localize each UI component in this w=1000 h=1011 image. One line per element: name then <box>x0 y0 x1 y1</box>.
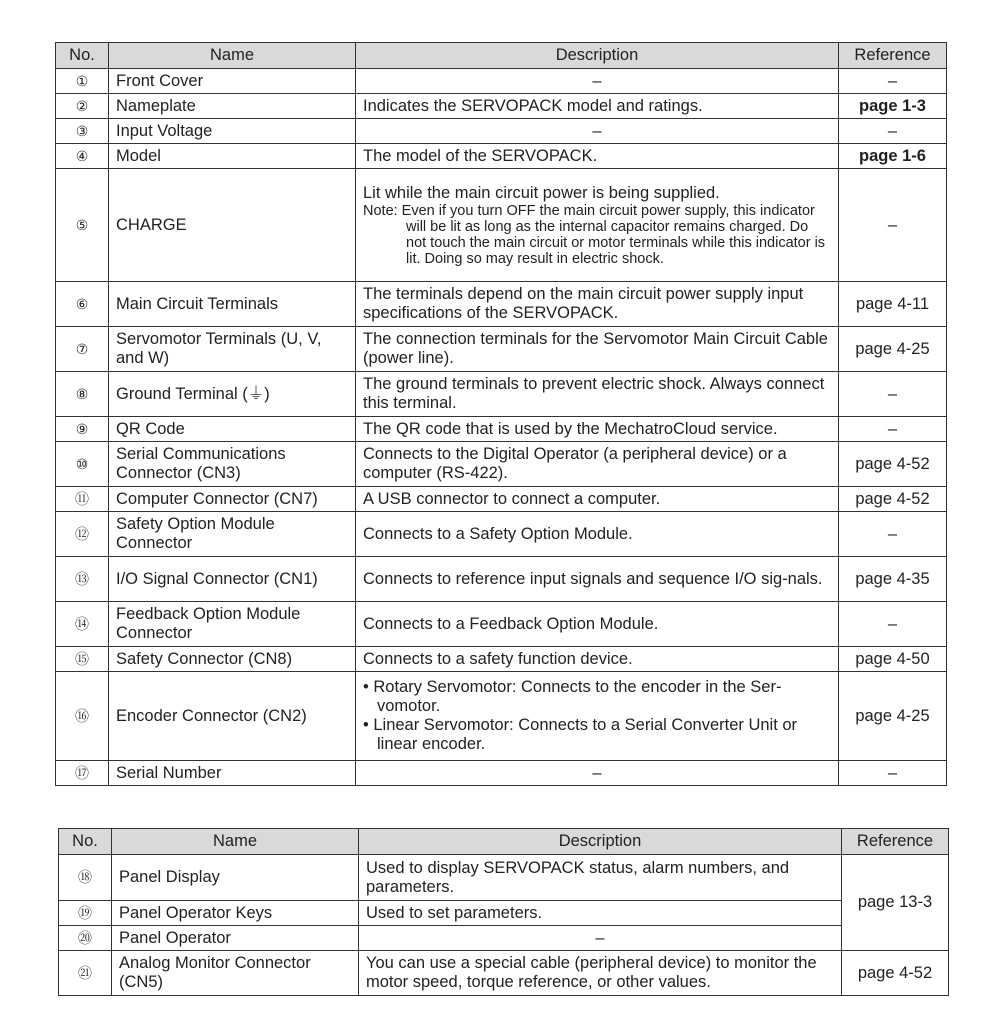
item-description <box>356 557 839 602</box>
description-text: The terminals depend on the main circuit power supply input specifications of the SERVOPACK. <box>363 285 804 322</box>
header-row <box>56 43 947 69</box>
item-name: CHARGE <box>109 169 356 282</box>
table-row <box>56 94 947 119</box>
description-note: Note: Even if you turn OFF the main circuit power supply, this indicator will be lit as long as the internal capacitor remains charged. Do not touch the main circuit or motor terminals while this indicator is lit. Doing so may result in electric shock. <box>363 202 826 267</box>
description-text: Indicates the SERVOPACK model and ratings. <box>363 96 703 115</box>
item-reference: page 4-25 <box>839 672 947 761</box>
description-text: Connects to a safety function device. <box>363 649 633 668</box>
table-row <box>59 855 949 901</box>
item-reference: – <box>839 512 947 557</box>
item-description <box>356 119 839 144</box>
description-text: Connects to the Digital Operator (a peripheral device) or a computer (RS-422). <box>363 445 787 482</box>
item-number: ① <box>56 69 109 94</box>
item-reference: page 4-52 <box>842 951 949 996</box>
item-name: I/O Signal Connector (CN1) <box>109 557 356 602</box>
item-number: ⑩ <box>56 442 109 487</box>
item-reference: page 4-25 <box>839 327 947 372</box>
header-no: No. <box>56 43 109 69</box>
item-number: ⑨ <box>56 417 109 442</box>
item-name: Input Voltage <box>109 119 356 144</box>
item-number: ⑫ <box>56 512 109 557</box>
description-text: – <box>592 763 602 782</box>
item-number: ⑥ <box>56 282 109 327</box>
item-name: Panel Display <box>112 855 359 901</box>
item-name: Encoder Connector (CN2) <box>109 672 356 761</box>
item-reference: page 13-3 <box>842 855 949 951</box>
header-reference: Reference <box>842 829 949 855</box>
item-number: ⑬ <box>56 557 109 602</box>
item-description <box>359 855 842 901</box>
item-name: Feedback Option Module Connector <box>109 602 356 647</box>
item-name: Servomotor Terminals (U, V, and W) <box>109 327 356 372</box>
item-reference: – <box>839 417 947 442</box>
table-row <box>59 951 949 996</box>
description-text: – <box>595 928 605 947</box>
item-name: QR Code <box>109 417 356 442</box>
item-reference: page 4-52 <box>839 442 947 487</box>
header-name: Name <box>109 43 356 69</box>
table-row <box>56 69 947 94</box>
header-name: Name <box>112 829 359 855</box>
item-number: ⑯ <box>56 672 109 761</box>
item-description <box>356 327 839 372</box>
table-row <box>56 442 947 487</box>
description-text: The ground terminals to prevent electric shock. Always connect this terminal. <box>363 375 825 412</box>
table-row <box>56 372 947 417</box>
description-text: Used to display SERVOPACK status, alarm numbers, and parameters. <box>366 858 790 896</box>
item-description <box>356 487 839 512</box>
item-description <box>359 926 842 951</box>
item-description <box>356 69 839 94</box>
table-row <box>56 282 947 327</box>
item-description <box>356 94 839 119</box>
item-description <box>356 442 839 487</box>
item-name: Panel Operator Keys <box>112 901 359 926</box>
table-row <box>56 647 947 672</box>
table-row <box>56 487 947 512</box>
item-name: Front Cover <box>109 69 356 94</box>
table-row <box>56 512 947 557</box>
item-description <box>359 951 842 996</box>
item-reference: page 4-11 <box>839 282 947 327</box>
description-text: The model of the SERVOPACK. <box>363 146 598 165</box>
item-number: ④ <box>56 144 109 169</box>
table-row <box>56 672 947 761</box>
item-description <box>356 144 839 169</box>
item-reference: – <box>839 761 947 786</box>
item-number: ③ <box>56 119 109 144</box>
item-number: ⑱ <box>59 855 112 901</box>
description-text: Used to set parameters. <box>366 903 543 922</box>
item-name: Analog Monitor Connector (CN5) <box>112 951 359 996</box>
table-row <box>56 557 947 602</box>
item-number: ⑳ <box>59 926 112 951</box>
header-description: Description <box>359 829 842 855</box>
item-number: ⑧ <box>56 372 109 417</box>
item-reference: page 1-3 <box>839 94 947 119</box>
table-row <box>56 169 947 282</box>
item-description <box>359 901 842 926</box>
item-reference: page 4-50 <box>839 647 947 672</box>
item-description <box>356 169 839 282</box>
item-description <box>356 512 839 557</box>
item-name: Nameplate <box>109 94 356 119</box>
item-name: Ground Terminal (⏚) <box>109 372 356 417</box>
item-reference: – <box>839 69 947 94</box>
item-description <box>356 282 839 327</box>
item-number: ⑪ <box>56 487 109 512</box>
item-name: Safety Option Module Connector <box>109 512 356 557</box>
description-text: The QR code that is used by the MechatroCloud service. <box>363 419 778 438</box>
bullet-item: • Rotary Servomotor: Connects to the encoder in the Ser-vomotor. <box>363 678 782 715</box>
item-description <box>356 672 839 761</box>
parts-table-2 <box>58 828 949 996</box>
item-description <box>356 602 839 647</box>
item-reference: page 4-35 <box>839 557 947 602</box>
item-description <box>356 647 839 672</box>
description-text: The connection terminals for the Servomotor Main Circuit Cable (power line). <box>363 330 828 367</box>
table-row <box>56 119 947 144</box>
description-text: Connects to a Safety Option Module. <box>363 524 633 543</box>
table-row <box>56 761 947 786</box>
item-number: ⑤ <box>56 169 109 282</box>
description-text: Connects to reference input signals and sequence I/O sig-nals. <box>363 569 823 588</box>
item-description <box>356 417 839 442</box>
bullet-item: • Linear Servomotor: Connects to a Serial Converter Unit or linear encoder. <box>363 716 798 753</box>
table-row <box>56 144 947 169</box>
item-name: Computer Connector (CN7) <box>109 487 356 512</box>
item-number: ⑮ <box>56 647 109 672</box>
table-row <box>56 602 947 647</box>
item-name: Safety Connector (CN8) <box>109 647 356 672</box>
item-number: ⑲ <box>59 901 112 926</box>
description-text: – <box>592 71 602 90</box>
table-row <box>59 926 949 951</box>
item-number: ㉑ <box>59 951 112 996</box>
item-reference: – <box>839 602 947 647</box>
item-number: ⑭ <box>56 602 109 647</box>
item-number: ⑰ <box>56 761 109 786</box>
item-name: Serial Number <box>109 761 356 786</box>
header-reference: Reference <box>839 43 947 69</box>
header-no: No. <box>59 829 112 855</box>
item-description <box>356 761 839 786</box>
table-row <box>59 901 949 926</box>
item-number: ⑦ <box>56 327 109 372</box>
item-description <box>356 372 839 417</box>
item-name: Panel Operator <box>112 926 359 951</box>
item-reference: page 1-6 <box>839 144 947 169</box>
description-text: A USB connector to connect a computer. <box>363 489 661 508</box>
item-name: Serial Communications Connector (CN3) <box>109 442 356 487</box>
description-text: Lit while the main circuit power is being supplied. <box>363 183 720 202</box>
header-row <box>59 829 949 855</box>
item-name: Model <box>109 144 356 169</box>
description-text: – <box>592 121 602 140</box>
item-reference: – <box>839 372 947 417</box>
item-reference: – <box>839 169 947 282</box>
item-reference: page 4-52 <box>839 487 947 512</box>
item-number: ② <box>56 94 109 119</box>
item-name: Main Circuit Terminals <box>109 282 356 327</box>
table-row <box>56 327 947 372</box>
description-text: You can use a special cable (peripheral device) to monitor the motor speed, torque reference, or other values. <box>366 954 817 991</box>
header-description: Description <box>356 43 839 69</box>
parts-table-1 <box>55 42 947 786</box>
table-row <box>56 417 947 442</box>
description-text: Connects to a Feedback Option Module. <box>363 614 659 633</box>
item-reference: – <box>839 119 947 144</box>
